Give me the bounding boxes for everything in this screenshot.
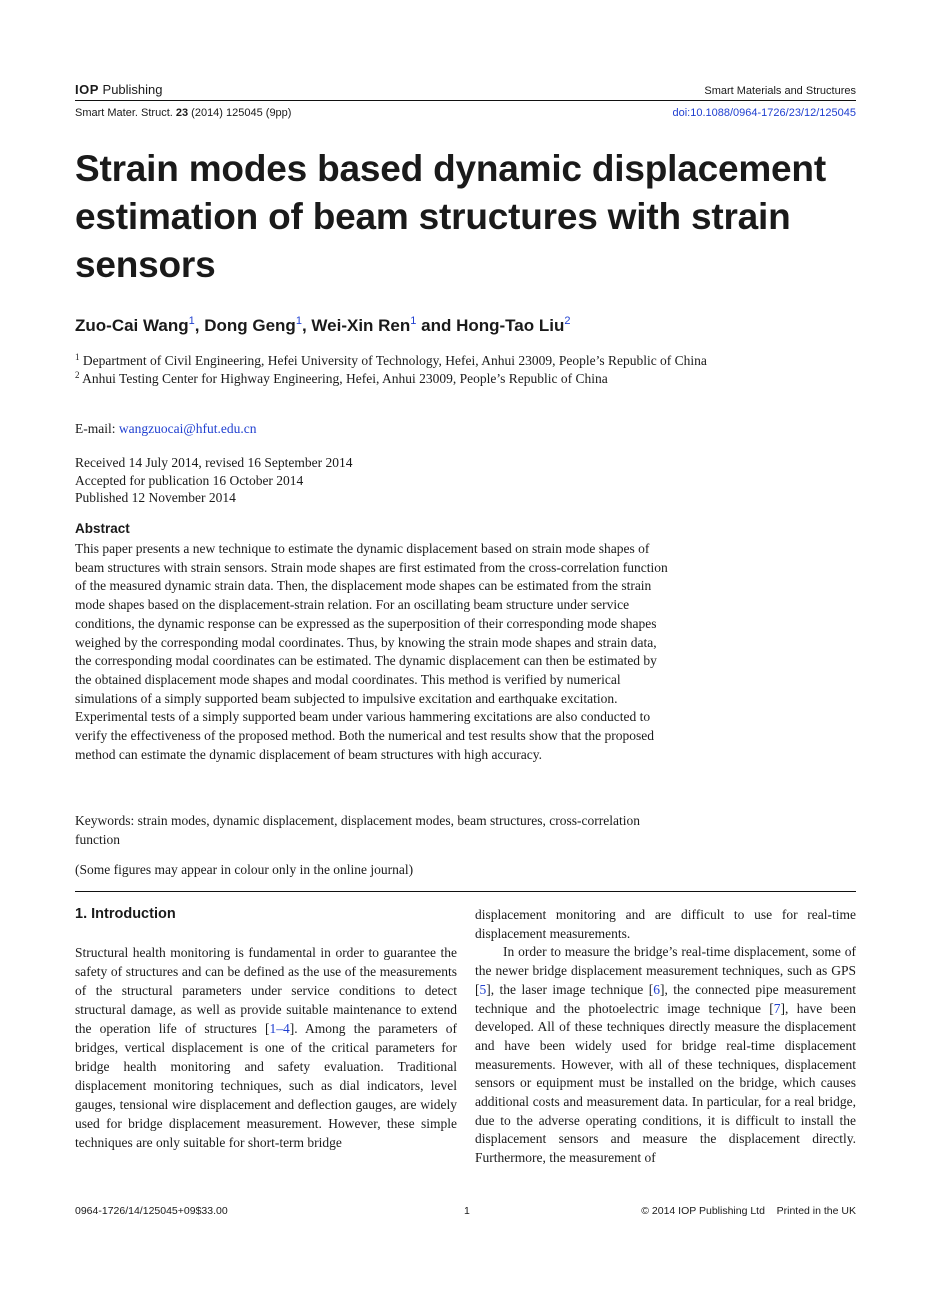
section-heading: 1. Introduction <box>75 906 176 922</box>
author-list <box>75 316 570 336</box>
header-rule <box>75 100 856 101</box>
affiliation-text: Anhui Testing Center for Highway Engineering, Hefei, Anhui 23009, People’s Republic of China <box>82 370 608 386</box>
citation-volume: 23 <box>175 107 189 119</box>
author-name: Zuo-Cai Wang <box>75 316 189 335</box>
author-sep: , <box>301 316 312 335</box>
affiliation-item <box>75 352 715 370</box>
intro-left-column <box>75 943 457 1152</box>
email-link[interactable]: wangzuocai@hfut.edu.cn <box>118 421 257 436</box>
affiliation-num: 2 <box>75 369 80 380</box>
page-number: 1 <box>464 1205 470 1217</box>
intro-right-column <box>475 906 856 1168</box>
email-label: E-mail: <box>75 421 119 436</box>
received-date: Received 14 July 2014, revised 16 September 2014 <box>75 455 353 470</box>
affiliation-ref[interactable]: 1 <box>410 315 417 327</box>
footer-copyright: © 2014 IOP Publishing Ltd Printed in the UK <box>641 1205 856 1217</box>
section-rule <box>75 891 856 892</box>
reference-link[interactable]: 5 <box>479 981 487 997</box>
affiliation-num: 1 <box>75 352 80 362</box>
publisher-logo <box>75 82 163 97</box>
reference-link[interactable]: 6 <box>653 981 660 997</box>
body-paragraph <box>475 943 856 1167</box>
keywords: Keywords: strain modes, dynamic displacement, displacement modes, beam structures, cross-correlation function <box>75 813 640 847</box>
article-title: Strain modes based dynamic displacement estimation of beam structures with strain sensors <box>75 148 826 285</box>
affiliation-ref[interactable]: 1 <box>295 315 302 327</box>
publisher-rest: Publishing <box>98 82 163 97</box>
body-paragraph: displacement monitoring and are difficult to use for real-time displacement measurements. <box>475 907 856 941</box>
abstract-heading: Abstract <box>75 521 130 536</box>
citation <box>75 107 291 119</box>
journal-name: Smart Materials and Structures <box>704 85 856 97</box>
body-text: ], have been developed. All of these techniques directly measure the displacement and have been widely used for bridge real-time displacement measurements. However, with all of these techniques, displacement sensors or equipment must be installed on the bridge, which causes additional costs and measurement data. In particular, for a real bridge, due to the adverse operating conditions, it is difficult to install the displacement sensors and measure the displacement directly. Furthermore, the measurement of <box>475 1000 856 1166</box>
body-text: Structural health monitoring is fundamental in order to guarantee the safety of structures and can be defined as the use of the measurements of the structural parameters under service conditions to detect structural damage, as well as provide suitable maintenance to extend the operation life of structures [ <box>75 945 457 1036</box>
footer-code: 0964-1726/14/125045+09$33.00 <box>75 1205 228 1217</box>
citation-post: (2014) 125045 (9pp) <box>188 107 292 119</box>
affiliation-ref[interactable]: 2 <box>564 315 571 327</box>
email-line <box>75 421 257 437</box>
author-name: Wei-Xin Ren <box>311 316 411 335</box>
author-sep: , <box>194 316 205 335</box>
colour-note: (Some figures may appear in colour only in the online journal) <box>75 862 414 877</box>
reference-link[interactable]: 7 <box>773 1000 781 1016</box>
doi-link[interactable]: doi:10.1088/0964-1726/23/12/125045 <box>672 107 856 119</box>
affiliation-text: Department of Civil Engineering, Hefei University of Technology, Hefei, Anhui 23009, People’s Republic of China <box>82 353 707 368</box>
author-name: Hong-Tao Liu <box>456 316 565 335</box>
published-date: Published 12 November 2014 <box>75 490 236 505</box>
author-sep: and <box>416 316 457 335</box>
body-text: In order to measure the bridge’s real-time displacement, some of the newer bridge displacement measurement techniques, such as GPS [ <box>475 944 856 997</box>
author-name: Dong Geng <box>204 316 296 335</box>
affiliations <box>75 352 715 387</box>
accepted-date: Accepted for publication 16 October 2014 <box>75 472 304 488</box>
body-text: ], the laser image technique [ <box>486 981 654 997</box>
dates <box>75 454 352 507</box>
affiliation-item <box>75 370 715 388</box>
reference-link[interactable]: 1–4 <box>269 1021 290 1036</box>
affiliation-ref[interactable]: 1 <box>188 315 195 327</box>
abstract-text: This paper presents a new technique to estimate the dynamic displacement based on strain mode shapes of beam structures with strain sensors. Strain mode shapes are first estimated from the cross-correlation function of the measured dynamic strain data. Then, the displacement mode shapes can be estimated from the strain mode shapes based on the displacement-strain relation. For an oscillating beam structure under service conditions, the dynamic response can be expressed as the superposition of their corresponding mode shapes weighed by the corresponding modal coordinates. Thus, by knowing the strain mode shapes and strain data, the corresponding modal coordinates can be estimated. The dynamic displacement can then be estimated by the obtained displacement mode shapes and modal coordinates. This method is verified by numerical simulations of a simply supported beam subjected to impulsive excitation and earthquake excitation. Experimental tests of a simply supported beam under various hammering excitations are also conducted to verify the effectiveness of the proposed method. Both the numerical and test results show that the proposed method can estimate the dynamic displacement of beam structures with high accuracy. <box>75 541 668 762</box>
body-text: ], the connected pipe measurement technique and the photoelectric image technique [ <box>475 981 856 1016</box>
publisher-bold: IOP <box>75 82 99 97</box>
body-text: ]. Among the parameters of bridges, vertical displacement is one of the critical parameters for bridge health monitoring and safety evaluation. Traditional displacement monitoring techniques, such as dial indicators, level gauges, tensional wire displacement and deflection gauges, are widely used for bridge displacement measurement. However, these simple techniques are only suitable for short-term bridge <box>75 1021 457 1150</box>
citation-pre: Smart Mater. Struct. <box>75 107 176 119</box>
